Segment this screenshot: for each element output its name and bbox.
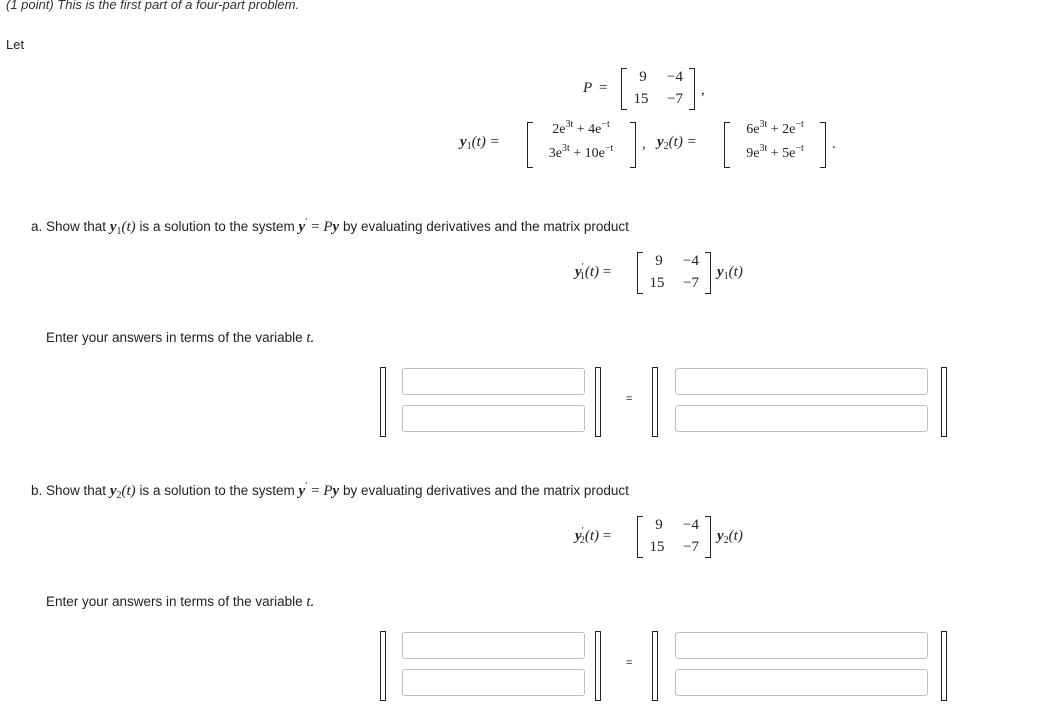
bracket-right <box>689 68 695 110</box>
matrix-cell: −4 <box>683 517 699 533</box>
answer-bracket-left <box>652 367 658 437</box>
problem-intro: (1 point) This is the first part of a four-part problem. <box>6 0 300 12</box>
answer-a-left-1[interactable] <box>402 368 585 395</box>
matrix-cell: 15 <box>649 275 665 291</box>
part-b-product <box>575 516 765 560</box>
answer-bracket-left <box>380 631 386 701</box>
answer-bracket-left <box>380 367 386 437</box>
matrix-cell: −7 <box>683 275 699 291</box>
matrix-cell: 15 <box>649 539 665 555</box>
y2-entry-2: $9e^{3t} + 5e^{-t}$ <box>746 143 804 161</box>
answer-b-right-2[interactable] <box>675 669 928 696</box>
y1-label: $y_1(t)$ <box>717 264 743 282</box>
bracket-right <box>705 516 711 558</box>
bracket-right <box>705 252 711 294</box>
y2-prime-label: $y'_2(t)$ = <box>575 526 612 546</box>
answer-bracket-right <box>595 367 601 437</box>
y1-entry-2: $3e^{3t} + 10e^{-t}$ <box>548 143 614 161</box>
answer-a-right-1[interactable] <box>675 368 928 395</box>
part-b-instructions: Enter your answers in terms of the variable t. <box>46 594 315 610</box>
matrix-cell: 9 <box>639 69 647 85</box>
y2-entry-1: $6e^{3t} + 2e^{-t}$ <box>746 119 804 137</box>
y1-prime-label: $y'_1(t)$ = <box>575 262 612 282</box>
answer-bracket-right <box>595 631 601 701</box>
y2-label: $y_2(t)$ = <box>657 134 697 152</box>
matrix-cell: −4 <box>667 69 683 85</box>
equals-sign: = <box>599 80 608 96</box>
part-a-question: a. Show that $y_1(t)$ is a solution to the system y′ = Py by evaluating derivatives and the matrix product <box>31 217 629 237</box>
matrix-P-definition <box>583 68 718 112</box>
matrix-cell: −7 <box>667 91 683 107</box>
bracket-right <box>820 122 826 168</box>
comma: , <box>642 136 646 152</box>
comma: , <box>701 82 705 98</box>
answer-bracket-right <box>941 367 947 437</box>
part-a-instructions: Enter your answers in terms of the variable t. <box>46 330 315 346</box>
bracket-right <box>630 122 636 168</box>
equals-sign: = <box>626 393 633 405</box>
answer-a-right-2[interactable] <box>675 405 928 432</box>
part-a-product <box>575 252 765 296</box>
matrix-P-name: P <box>583 80 593 96</box>
matrix-cell: −4 <box>683 253 699 269</box>
answer-a-left-2[interactable] <box>402 405 585 432</box>
matrix-cell: 9 <box>655 517 663 533</box>
matrix-cell: −7 <box>683 539 699 555</box>
answer-b-left-2[interactable] <box>402 669 585 696</box>
answer-b-left-1[interactable] <box>402 632 585 659</box>
y1-label: $y_1(t)$ = <box>460 134 500 152</box>
period: . <box>832 136 836 152</box>
answer-b-right-1[interactable] <box>675 632 928 659</box>
matrix-cell: 9 <box>655 253 663 269</box>
y1-entry-1: $2e^{3t} + 4e^{-t}$ <box>552 119 610 137</box>
matrix-cell: 15 <box>633 91 649 107</box>
answer-bracket-left <box>652 631 658 701</box>
vector-definitions <box>460 120 840 170</box>
answer-bracket-right <box>941 631 947 701</box>
part-b-question: b. Show that $y_2(t)$ is a solution to the system y′ = Py by evaluating derivatives and the matrix product <box>31 481 629 501</box>
equals-sign: = <box>626 657 633 669</box>
let-label: Let <box>6 37 25 52</box>
y2-label: $y_2(t)$ <box>717 528 743 546</box>
